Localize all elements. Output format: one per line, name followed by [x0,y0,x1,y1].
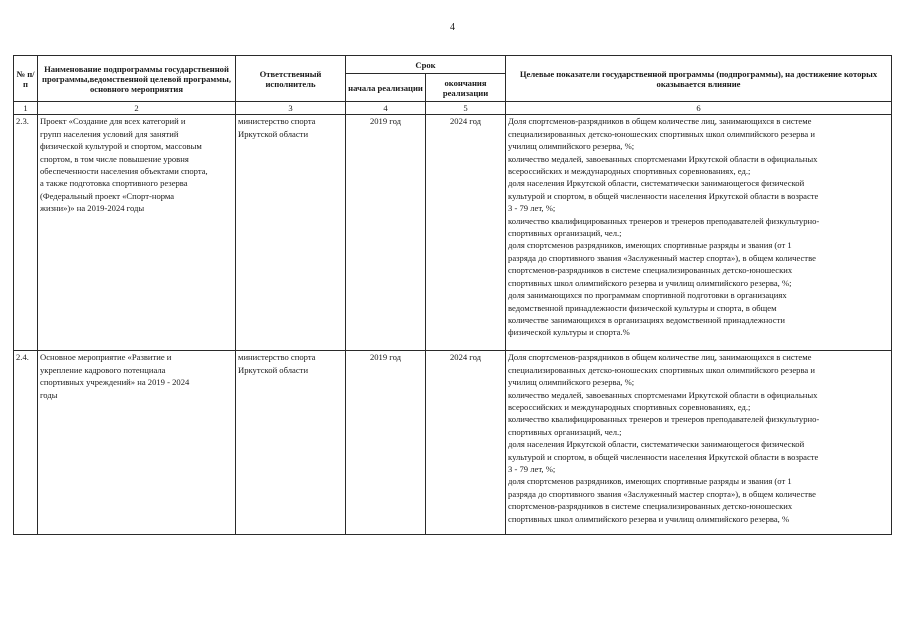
header-term [346,56,506,74]
header-executor-label: Ответственный исполнитель [259,68,322,89]
indicator-line: культурой и спортом, в общей численности населения Иркутской области в возрасте [508,451,819,462]
indicator-line: спортсменов-разрядников в системе специализированных детско-юношеских [508,265,793,276]
column-number-1: 1 [14,102,38,115]
name-line: (Федеральный проект «Спорт-норма [40,190,175,201]
column-number-4: 4 [346,102,426,115]
row-end: 2024 год [426,115,506,351]
row-executor [236,351,346,535]
indicator-line: физической культуры и спорта.% [508,327,630,338]
indicator-line: всероссийских и международных спортивных соревнованиях, ед.; [508,166,751,177]
indicator-line: 3 - 79 лет, %; [508,203,556,214]
indicator-line: специализированных детско-юношеских спортивных школ олимпийского резерва и [508,364,815,375]
column-number-3: 3 [236,102,346,115]
indicator-line: спортсменов-разрядников в системе специализированных детско-юношеских [508,501,793,512]
executor-line: Иркутской области [238,128,309,139]
header-indicators [506,56,892,102]
indicator-line: доля занимающихся по программам спортивной подготовки в организациях [508,290,787,301]
row-number: 2.3. [14,115,38,351]
indicator-line: количество медалей, завоеванных спортсменами Иркутской области в официальных [508,389,818,400]
row-name [38,351,236,535]
indicator-line: 3 - 79 лет, %; [508,464,556,475]
column-number-5: 5 [426,102,506,115]
row-indicators [506,115,892,351]
indicator-line: разряда до спортивного звания «Заслуженный мастер спорта»), в общем количестве [508,252,816,263]
indicator-line: доля спортсменов разрядников, имеющих спортивные разряды и звания (от 1 [508,476,792,487]
header-indicators-label: Целевые показатели государственной программы (подпрограммы), на достижение которых оказывается влияние [519,68,878,89]
indicator-line: культурой и спортом, в общей численности населения Иркутской области в возрасте [508,190,819,201]
name-line: физической культурой и спортом, массовым [40,141,202,152]
table-row [14,115,892,351]
indicator-line: специализированных детско-юношеских спортивных школ олимпийского резерва и [508,128,815,139]
indicator-line: Доля спортсменов-разрядников в общем количестве лиц, занимающихся в системе [508,116,812,127]
indicator-line: количество квалифицированных тренеров и тренеров преподавателей физкультурно- [508,414,820,425]
name-line: спортивных учреждений» на 2019 - 2024 [40,377,190,388]
indicator-line: доля спортсменов разрядников, имеющих спортивные разряды и звания (от 1 [508,240,792,251]
indicator-line: количество медалей, завоеванных спортсменами Иркутской области в официальных [508,153,818,164]
indicator-line: спортивных организаций, чел.; [508,426,622,437]
row-indicators [506,351,892,535]
header-start [346,74,426,102]
header-executor [236,56,346,102]
row-start: 2019 год [346,351,426,535]
program-table [13,55,892,535]
row-end: 2024 год [426,351,506,535]
header-name-label: Наименование подпрограммы государственной программы,ведомственной целевой программы, основного мероприятия [42,63,231,94]
indicator-line: количестве занимающихся в организациях ведомственной принадлежности [508,314,785,325]
column-number-6: 6 [506,102,892,115]
header-name [38,56,236,102]
indicator-line: разряда до спортивного звания «Заслуженный мастер спорта»), в общем количестве [508,488,816,499]
name-line: спортом, в том числе повышение уровня [40,153,189,164]
indicator-line: спортивных школ олимпийского резерва и училищ олимпийского резерва, %; [508,277,792,288]
name-line: Основное мероприятие «Развитие и [40,352,172,363]
row-start: 2019 год [346,115,426,351]
header-term-label: Срок [415,59,436,70]
indicator-line: спортивных организаций, чел.; [508,228,622,239]
name-line: групп населения условий для занятий [40,128,179,139]
indicator-line: Доля спортсменов-разрядников в общем количестве лиц, занимающихся в системе [508,352,812,363]
name-line: а также подготовка спортивного резерва [40,178,188,189]
name-line: жизни»)» на 2019-2024 годы [40,203,145,214]
indicator-line: училищ олимпийского резерва, %; [508,141,635,152]
name-line: укрепление кадрового потенциала [40,364,166,375]
indicator-line: ведомственной принадлежности физической культуры и спорта, в общем [508,302,777,313]
header-start-label: начала реализации [348,82,423,93]
name-line: годы [40,389,58,400]
executor-line: Иркутской области [238,364,309,375]
header-end-label: окончания реализации [442,77,489,98]
column-number-2: 2 [38,102,236,115]
name-line: Проект «Создание для всех категорий и [40,116,186,127]
row-name [38,115,236,351]
indicator-line: спортивных школ олимпийского резерва и училищ олимпийского резерва, % [508,513,790,524]
indicator-line: всероссийских и международных спортивных соревнованиях, ед.; [508,402,751,413]
indicator-line: доля населения Иркутской области, систематически занимающегося физической [508,178,805,189]
table-row [14,351,892,535]
row-executor [236,115,346,351]
row-number: 2.4. [14,351,38,535]
page-number: 4 [450,22,455,33]
indicator-line: количество квалифицированных тренеров и тренеров преподавателей физкультурно- [508,215,820,226]
indicator-line: доля населения Иркутской области, систематически занимающегося физической [508,439,805,450]
name-line: обеспеченности населения объектами спорта, [40,166,208,177]
header-end [426,74,506,102]
executor-line: министерство спорта [238,116,316,127]
indicator-line: училищ олимпийского резерва, %; [508,377,635,388]
header-num [14,56,38,102]
header-num-label: № п/п [16,68,35,89]
executor-line: министерство спорта [238,352,316,363]
